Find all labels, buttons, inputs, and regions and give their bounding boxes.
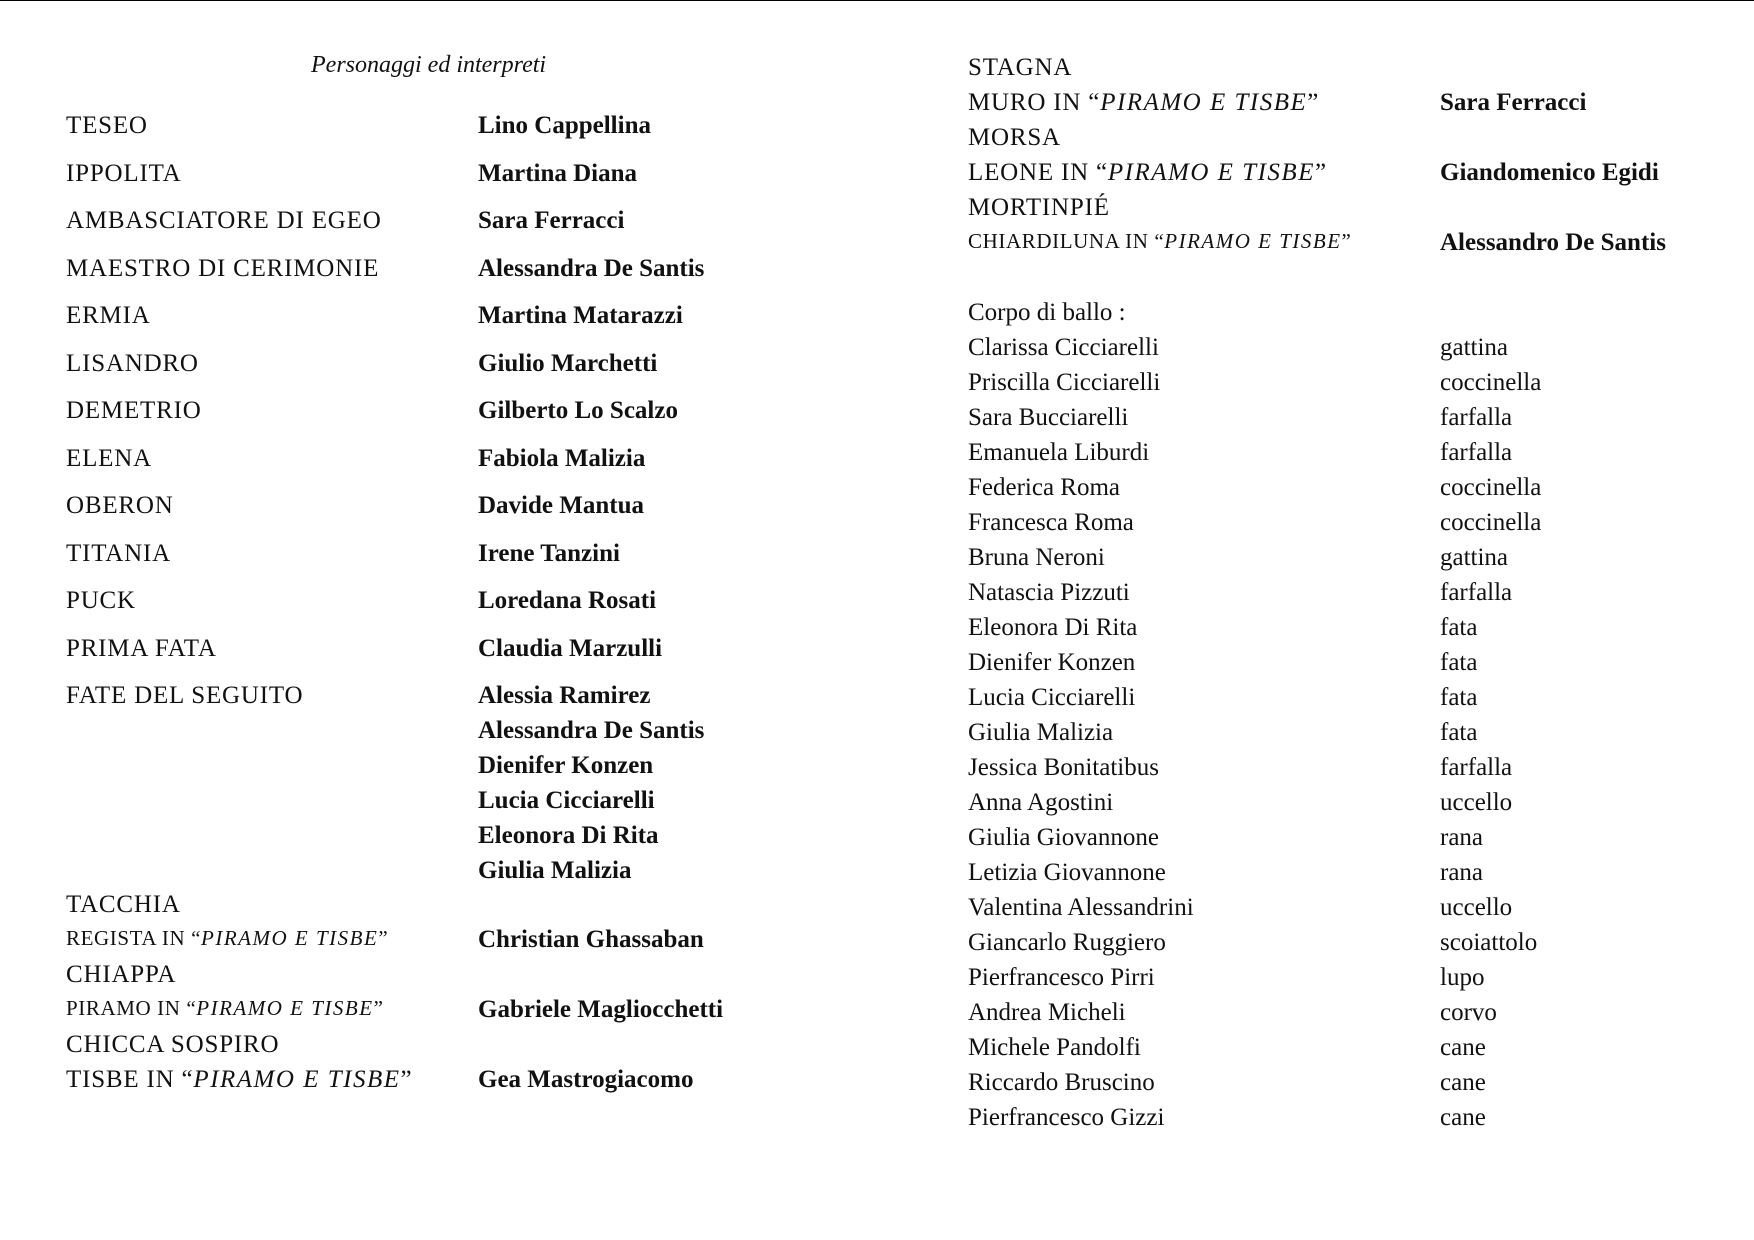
dancer-name: Michele Pandolfi xyxy=(968,1034,1141,1061)
play-title: PIRAMO E TISBE xyxy=(196,996,374,1020)
dancer-role: fata xyxy=(1440,649,1478,676)
actor-name: Lino Cappellina xyxy=(478,112,651,139)
actor-name: Claudia Marzulli xyxy=(478,634,663,662)
actor-name: Martina Diana xyxy=(478,159,638,187)
dancer-name: Clarissa Cicciarelli xyxy=(968,334,1159,361)
dancer-name: Bruna Neroni xyxy=(968,544,1105,571)
dancer-name: Dienifer Konzen xyxy=(968,649,1136,676)
dancer-role: cane xyxy=(1440,1104,1486,1131)
play-role-label: LEONE IN “PIRAMO E TISBE” xyxy=(968,159,1327,186)
actor-name: Giandomenico Egidi xyxy=(1440,159,1659,186)
dancer-role: lupo xyxy=(1440,964,1485,991)
dancer-role: uccello xyxy=(1440,789,1513,816)
play-role-label: REGISTA IN “PIRAMO E TISBE” xyxy=(66,926,389,950)
play-title: PIRAMO E TISBE xyxy=(1107,159,1315,186)
role-name: OBERON xyxy=(66,492,174,519)
dancer-name: Giulia Malizia xyxy=(968,719,1114,746)
dancer-role: farfalla xyxy=(1440,439,1513,466)
actor-name: Dienifer Konzen xyxy=(478,752,654,779)
character-name: MORTINPIÉ xyxy=(968,194,1110,221)
dancer-name: Eleonora Di Rita xyxy=(968,614,1138,641)
dancer-role: cane xyxy=(1440,1069,1486,1096)
role-name: TITANIA xyxy=(66,539,171,567)
dancer-role: corvo xyxy=(1440,999,1497,1026)
actor-name: Sara Ferracci xyxy=(1440,89,1587,116)
play-role-label: CHIARDILUNA IN “PIRAMO E TISBE” xyxy=(968,229,1352,253)
dancer-role: fata xyxy=(1440,719,1478,746)
actor-name: Christian Ghassaban xyxy=(478,926,704,953)
dancer-name: Giancarlo Ruggiero xyxy=(968,929,1166,956)
dancer-role: scoiattolo xyxy=(1440,929,1538,956)
actor-name: Fabiola Malizia xyxy=(478,444,646,472)
actor-name: Sara Ferracci xyxy=(478,207,625,234)
role-name: ELENA xyxy=(66,444,152,472)
actor-name: Alessandra De Santis xyxy=(478,254,705,282)
dancer-name: Natascia Pizzuti xyxy=(968,579,1130,606)
dancer-name: Riccardo Bruscino xyxy=(968,1069,1155,1096)
actor-name: Martina Matarazzi xyxy=(478,302,683,329)
dancer-role: gattina xyxy=(1440,544,1509,571)
dancer-role: uccello xyxy=(1440,894,1513,921)
dancer-role: fata xyxy=(1440,684,1478,711)
dancer-name: Giulia Giovannone xyxy=(968,824,1159,851)
actor-name: Alessandro De Santis xyxy=(1440,229,1666,256)
dancer-name: Andrea Micheli xyxy=(968,999,1126,1026)
play-title: PIRAMO E TISBE xyxy=(193,1066,401,1093)
dancer-role: coccinella xyxy=(1440,369,1542,396)
page-heading: Personaggi ed interpreti xyxy=(311,52,547,78)
role-name: LISANDRO xyxy=(66,349,199,377)
dancer-role: gattina xyxy=(1440,334,1509,361)
actor-name: Gea Mastrogiacomo xyxy=(478,1066,694,1093)
role-name: ERMIA xyxy=(66,302,151,329)
actor-name: Alessandra De Santis xyxy=(478,717,705,744)
actor-name: Irene Tanzini xyxy=(478,539,620,567)
dancer-name: Letizia Giovannone xyxy=(968,859,1166,886)
actor-name: Eleonora Di Rita xyxy=(478,822,659,849)
actor-name: Giulio Marchetti xyxy=(478,349,658,377)
dancer-role: farfalla xyxy=(1440,579,1513,606)
actor-name: Gilberto Lo Scalzo xyxy=(478,397,678,424)
role-name: MAESTRO DI CERIMONIE xyxy=(66,254,380,282)
dancer-role: farfalla xyxy=(1440,404,1513,431)
role-name: DEMETRIO xyxy=(66,397,202,424)
role-name: PRIMA FATA xyxy=(66,634,217,662)
top-border-line xyxy=(0,0,1754,1)
play-title: PIRAMO E TISBE xyxy=(1100,89,1308,116)
dancer-role: rana xyxy=(1440,859,1484,886)
actor-name: Loredana Rosati xyxy=(478,587,657,614)
actor-name: Davide Mantua xyxy=(478,492,644,519)
dancer-role: coccinella xyxy=(1440,509,1542,536)
play-role-label: PIRAMO IN “PIRAMO E TISBE” xyxy=(66,996,384,1020)
character-name: CHIAPPA xyxy=(66,961,177,988)
character-name: MORSA xyxy=(968,124,1061,151)
dancer-name: Pierfrancesco Pirri xyxy=(968,964,1155,991)
dancer-role: coccinella xyxy=(1440,474,1542,501)
dancer-name: Jessica Bonitatibus xyxy=(968,754,1159,781)
dancer-role: cane xyxy=(1440,1034,1486,1061)
dancer-role: fata xyxy=(1440,614,1478,641)
play-role-label: MURO IN “PIRAMO E TISBE” xyxy=(968,89,1320,116)
role-name: TESEO xyxy=(66,112,148,139)
character-name: TACCHIA xyxy=(66,891,181,918)
actor-name: Giulia Malizia xyxy=(478,857,632,884)
play-title: PIRAMO E TISBE xyxy=(201,926,379,950)
dancer-name: Sara Bucciarelli xyxy=(968,404,1129,431)
role-name: FATE DEL SEGUITO xyxy=(66,682,304,709)
role-name: IPPOLITA xyxy=(66,159,182,187)
play-role-label: TISBE IN “PIRAMO E TISBE” xyxy=(66,1066,413,1093)
dancer-name: Emanuela Liburdi xyxy=(968,439,1150,466)
dancer-name: Francesca Roma xyxy=(968,509,1134,536)
dancer-role: farfalla xyxy=(1440,754,1513,781)
play-title: PIRAMO E TISBE xyxy=(1164,229,1342,253)
character-name: CHICCA SOSPIRO xyxy=(66,1031,280,1058)
dancer-name: Pierfrancesco Gizzi xyxy=(968,1104,1165,1131)
character-name: STAGNA xyxy=(968,54,1073,81)
actor-name: Lucia Cicciarelli xyxy=(478,787,655,814)
role-name: PUCK xyxy=(66,587,136,614)
dancer-role: rana xyxy=(1440,824,1484,851)
dancer-name: Federica Roma xyxy=(968,474,1121,501)
actor-name: Gabriele Magliocchetti xyxy=(478,996,724,1023)
actor-name: Alessia Ramirez xyxy=(478,682,651,709)
dancer-name: Valentina Alessandrini xyxy=(968,894,1194,921)
dancer-name: Lucia Cicciarelli xyxy=(968,684,1136,711)
dancer-name: Anna Agostini xyxy=(968,789,1114,816)
corpo-di-ballo-label: Corpo di ballo : xyxy=(968,299,1126,326)
role-name: AMBASCIATORE DI EGEO xyxy=(66,207,382,234)
dancer-name: Priscilla Cicciarelli xyxy=(968,369,1161,396)
